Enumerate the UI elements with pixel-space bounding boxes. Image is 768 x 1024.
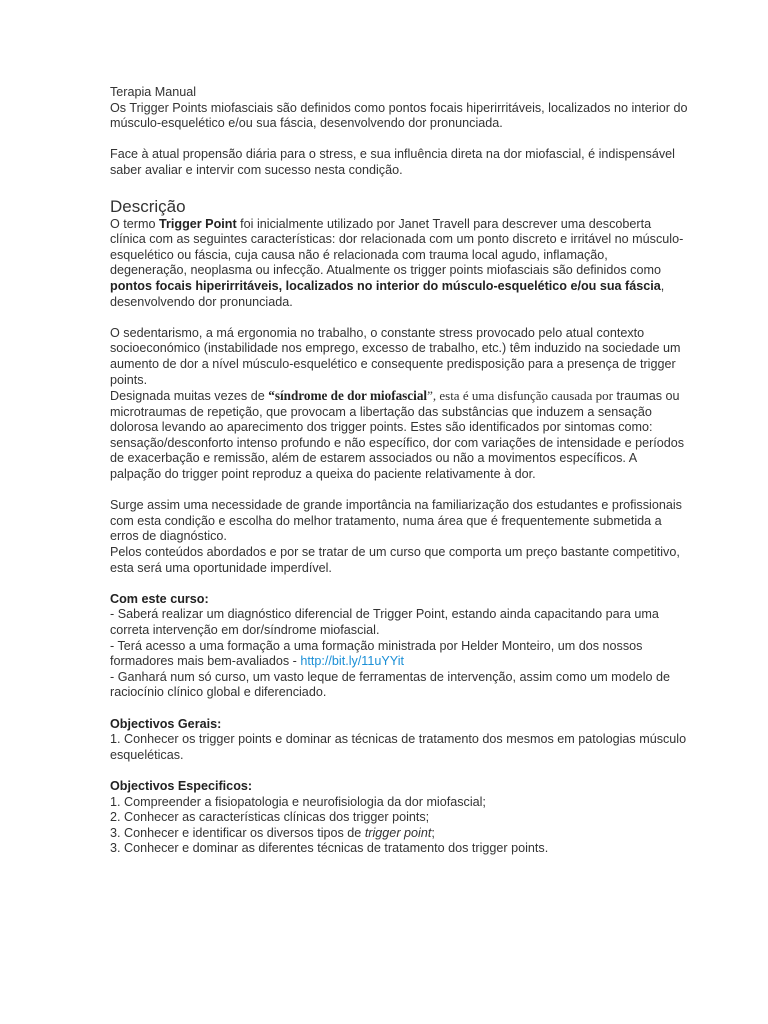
text-span: 3. Conhecer e identificar os diversos tipos de (110, 825, 365, 840)
descricao-paragraph-3 (110, 388, 688, 483)
bold-term: Trigger Point (159, 216, 237, 231)
section-heading-curso (110, 592, 688, 608)
bold-heading: Com este curso: (110, 591, 209, 606)
descricao-paragraph-1 (110, 217, 688, 311)
section-heading-gerais (110, 717, 688, 733)
descricao-paragraph-4: Surge assim uma necessidade de grande importância na familiarização dos estudantes e profissionais com esta condição e escolha do melhor tratamento, numa área que é frequentemente submetida a erros de diagnóstico. (110, 498, 682, 544)
descricao-paragraph-5: Pelos conteúdos abordados e por se tratar de um curso que comporta um preço bastante competitivo, esta será uma oportunidade imperdível. (110, 545, 680, 575)
especificos-item-1: 1. Compreender a fisiopatologia e neurofisiologia da dor miofascial; (110, 794, 486, 809)
intro-paragraph-1: Os Trigger Points miofasciais são definidos como pontos focais hiperirritáveis, localizados no interior do músculo-esquelético e/ou sua fáscia, desenvolvendo dor pronunciada. (110, 100, 688, 131)
italic-term: trigger point (364, 825, 432, 840)
doc-title: Terapia Manual (110, 85, 197, 99)
section-heading-descricao: Descrição (110, 196, 186, 216)
especificos-item-4: 3. Conhecer e dominar as diferentes técnicas de tratamento dos trigger points. (110, 841, 549, 856)
text-span: traumas ou microtraumas de repetição, que provocam a libertação das substâncias que induzem a sensação dolorosa levando ao aparecimento dos trigger points. Estes são identificados por sintomas como: sensação/desconforto intenso profundo e não específico, dor com variações de intensidade e períodos de exacerbação e remissão, além de estarem associados ou não a movimentos específicos. A palpação do trigger point reproduz a queixa do paciente relativamente à dor. (110, 389, 685, 482)
descricao-paragraph-2: O sedentarismo, a má ergonomia no trabalho, o constante stress provocado pelo atual contexto socioeconómico (instabilidade nos emprego, excesso de trabalho, etc.) têm induzido na sociedade um aumento de dor a nível músculo-esquelético e consequente predisposição para a presença de trigger points. (110, 325, 681, 387)
curso-item-2 (110, 639, 688, 670)
intro-paragraph-2: Face à atual propensão diária para o stress, e sua influência direta na dor miofascial, é indispensável saber avaliar e intervir com sucesso nesta condição. (110, 147, 675, 177)
serif-bold-term: “síndrome de dor miofascial (268, 388, 428, 404)
text-span: Designada muitas vezes de (110, 389, 269, 404)
text-span: , desenvolvendo dor pronunciada. (110, 278, 665, 309)
text-span: - Terá acesso a uma formação a uma formação ministrada por Helder Monteiro, um dos nossos formadores mais bem-avaliados - (110, 638, 643, 669)
text-span: O termo (110, 216, 159, 231)
text-span: foi inicialmente utilizado por Janet Travell para descrever uma descoberta clínica com as seguintes características: dor relacionada com um ponto discreto e irritável no músculo-esquelético ou fáscia, cuja causa não é relacionada com trauma local agudo, inflamação, degeneração, neoplasma ou infecção. Atualmente os trigger points miofasciais são definidos como (110, 216, 684, 278)
bold-heading: Objectivos Especificos: (110, 778, 253, 793)
serif-text: ”, esta é uma disfunção causada por (427, 388, 613, 404)
text-span: ; (431, 825, 435, 840)
curso-item-1: - Saberá realizar um diagnóstico diferencial de Trigger Point, estando ainda capacitando para uma correta intervenção em dor/síndrome miofascial. (110, 607, 659, 637)
gerais-item-1: 1. Conhecer os trigger points e dominar as técnicas de tratamento dos mesmos em patologias músculo esqueléticas. (110, 732, 687, 762)
bold-definition: pontos focais hiperirritáveis, localizados no interior do músculo-esquelético e/ou sua fáscia (110, 278, 661, 293)
especificos-item-2: 2. Conhecer as características clínicas dos trigger points; (110, 810, 430, 825)
curso-item-3: - Ganhará num só curso, um vasto leque de ferramentas de intervenção, assim como um modelo de raciocínio clínico global e diferenciado. (110, 669, 670, 700)
section-heading-especificos (110, 779, 688, 795)
bold-heading: Objectivos Gerais: (110, 716, 222, 731)
especificos-item-3 (110, 826, 688, 842)
course-link[interactable]: http://bit.ly/11uYYit (300, 654, 404, 669)
